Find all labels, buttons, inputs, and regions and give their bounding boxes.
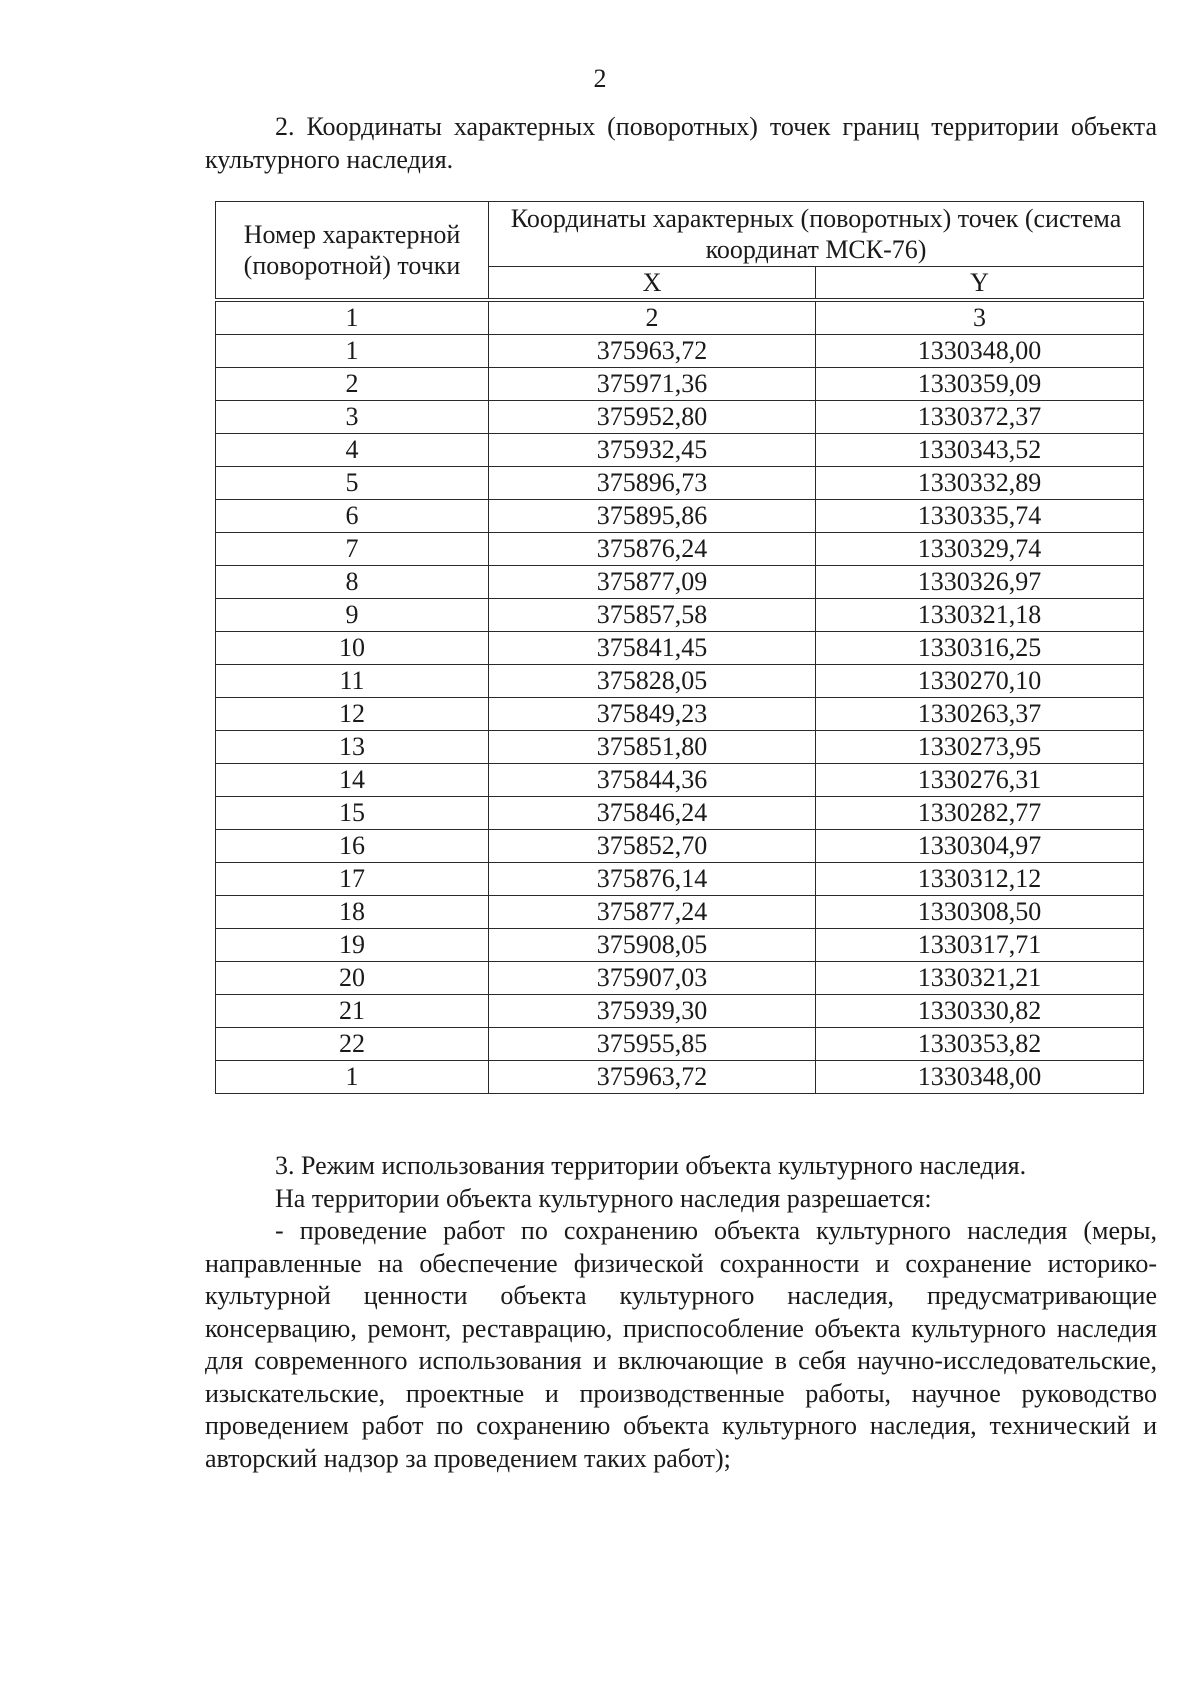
y-coordinate-cell: 1330353,82 bbox=[816, 1028, 1144, 1061]
table-row bbox=[216, 500, 1144, 533]
x-coordinate-cell: 375907,03 bbox=[489, 962, 816, 995]
section-2-heading: 2. Координаты характерных (поворотных) точек границ территории объекта культурного наследия. bbox=[205, 112, 1157, 174]
point-number-cell: 2 bbox=[216, 368, 489, 401]
allowed-intro: На территории объекта культурного наследия разрешается: bbox=[275, 1183, 932, 1213]
point-number-cell: 4 bbox=[216, 434, 489, 467]
y-coordinate-cell: 1330359,09 bbox=[816, 368, 1144, 401]
table-row bbox=[216, 401, 1144, 434]
y-coordinate-cell: 1330321,21 bbox=[816, 962, 1144, 995]
table-row bbox=[216, 566, 1144, 599]
y-coordinate-cell: 1330330,82 bbox=[816, 995, 1144, 1028]
y-coordinate-cell: 1330273,95 bbox=[816, 731, 1144, 764]
allowed-item-1: - проведение работ по сохранению объекта культурного наследия (меры, направленные на обеспечение физической сохранности и сохранение историко-культурной ценности объекта культурного наследия, предусматривающие консервацию, ремонт, реставрацию, приспособление объекта культурного наследия для современного использования и включающие в себя научно-исследовательские, изыскательские, проектные и производственные работы, научное руководство проведением работ по сохранению объекта культурного наследия, технический и авторский надзор за проведением таких работ); bbox=[205, 1216, 1157, 1473]
point-number-cell: 19 bbox=[216, 929, 489, 962]
table-row bbox=[216, 962, 1144, 995]
x-coordinate-cell: 375971,36 bbox=[489, 368, 816, 401]
point-number-cell: 17 bbox=[216, 863, 489, 896]
x-coordinate-cell: 375844,36 bbox=[489, 764, 816, 797]
table-row bbox=[216, 1028, 1144, 1061]
x-coordinate-cell: 375952,80 bbox=[489, 401, 816, 434]
y-coordinate-cell: 1330335,74 bbox=[816, 500, 1144, 533]
table-row bbox=[216, 929, 1144, 962]
point-number-cell: 1 bbox=[216, 1061, 489, 1094]
point-number-cell: 10 bbox=[216, 632, 489, 665]
point-number-cell: 1 bbox=[216, 335, 489, 368]
x-coordinate-cell: 375877,09 bbox=[489, 566, 816, 599]
y-coordinate-cell: 1330316,25 bbox=[816, 632, 1144, 665]
x-coordinate-cell: 375849,23 bbox=[489, 698, 816, 731]
x-coordinate-cell: 375955,85 bbox=[489, 1028, 816, 1061]
point-number-header: Номер характерной (поворотной) точки bbox=[216, 202, 489, 301]
y-coordinate-cell: 1330343,52 bbox=[816, 434, 1144, 467]
table-row bbox=[216, 533, 1144, 566]
x-coordinate-cell: 375932,45 bbox=[489, 434, 816, 467]
y-column-header: Y bbox=[816, 267, 1144, 301]
x-coordinate-cell: 375828,05 bbox=[489, 665, 816, 698]
x-coordinate-cell: 375963,72 bbox=[489, 335, 816, 368]
table-row bbox=[216, 830, 1144, 863]
point-number-cell: 7 bbox=[216, 533, 489, 566]
point-number-cell: 18 bbox=[216, 896, 489, 929]
y-coordinate-cell: 1330263,37 bbox=[816, 698, 1144, 731]
y-coordinate-cell: 1330270,10 bbox=[816, 665, 1144, 698]
point-number-cell: 21 bbox=[216, 995, 489, 1028]
y-coordinate-cell: 1330332,89 bbox=[816, 467, 1144, 500]
table-row bbox=[216, 995, 1144, 1028]
point-number-cell: 12 bbox=[216, 698, 489, 731]
y-coordinate-cell: 1330317,71 bbox=[816, 929, 1144, 962]
coordinates-group-header: Координаты характерных (поворотных) точек (система координат МСК-76) bbox=[489, 202, 1144, 267]
x-coordinate-cell: 375895,86 bbox=[489, 500, 816, 533]
y-coordinate-cell: 1330348,00 bbox=[816, 1061, 1144, 1094]
x-coordinate-cell: 375939,30 bbox=[489, 995, 816, 1028]
table-row bbox=[216, 467, 1144, 500]
column-number: 3 bbox=[816, 300, 1144, 335]
table-row bbox=[216, 434, 1144, 467]
x-column-header: X bbox=[489, 267, 816, 301]
point-number-cell: 3 bbox=[216, 401, 489, 434]
y-coordinate-cell: 1330304,97 bbox=[816, 830, 1144, 863]
x-coordinate-cell: 375857,58 bbox=[489, 599, 816, 632]
point-number-cell: 14 bbox=[216, 764, 489, 797]
y-coordinate-cell: 1330308,50 bbox=[816, 896, 1144, 929]
table-row bbox=[216, 368, 1144, 401]
x-coordinate-cell: 375876,14 bbox=[489, 863, 816, 896]
point-number-cell: 13 bbox=[216, 731, 489, 764]
table-row bbox=[216, 599, 1144, 632]
x-coordinate-cell: 375852,70 bbox=[489, 830, 816, 863]
point-number-cell: 6 bbox=[216, 500, 489, 533]
y-coordinate-cell: 1330276,31 bbox=[816, 764, 1144, 797]
y-coordinate-cell: 1330329,74 bbox=[816, 533, 1144, 566]
y-coordinate-cell: 1330348,00 bbox=[816, 335, 1144, 368]
y-coordinate-cell: 1330312,12 bbox=[816, 863, 1144, 896]
point-number-cell: 9 bbox=[216, 599, 489, 632]
y-coordinate-cell: 1330326,97 bbox=[816, 566, 1144, 599]
y-coordinate-cell: 1330282,77 bbox=[816, 797, 1144, 830]
x-coordinate-cell: 375851,80 bbox=[489, 731, 816, 764]
x-coordinate-cell: 375908,05 bbox=[489, 929, 816, 962]
point-number-cell: 11 bbox=[216, 665, 489, 698]
table-row bbox=[216, 632, 1144, 665]
table-row bbox=[216, 665, 1144, 698]
table-row bbox=[216, 335, 1144, 368]
coordinates-table bbox=[215, 201, 1144, 1094]
page-number: 2 bbox=[593, 64, 607, 93]
table-row bbox=[216, 1061, 1144, 1094]
column-number: 1 bbox=[216, 300, 489, 335]
x-coordinate-cell: 375877,24 bbox=[489, 896, 816, 929]
y-coordinate-cell: 1330321,18 bbox=[816, 599, 1144, 632]
point-number-cell: 16 bbox=[216, 830, 489, 863]
x-coordinate-cell: 375876,24 bbox=[489, 533, 816, 566]
point-number-cell: 8 bbox=[216, 566, 489, 599]
table-row bbox=[216, 764, 1144, 797]
x-coordinate-cell: 375896,73 bbox=[489, 467, 816, 500]
section-3-title: 3. Режим использования территории объекта культурного наследия. bbox=[275, 1151, 1027, 1180]
table-row bbox=[216, 731, 1144, 764]
point-number-cell: 5 bbox=[216, 467, 489, 500]
y-coordinate-cell: 1330372,37 bbox=[816, 401, 1144, 434]
column-numbers-row bbox=[216, 300, 1144, 335]
section-3 bbox=[205, 1150, 1157, 1475]
column-number: 2 bbox=[489, 300, 816, 335]
x-coordinate-cell: 375963,72 bbox=[489, 1061, 816, 1094]
table-row bbox=[216, 797, 1144, 830]
point-number-cell: 20 bbox=[216, 962, 489, 995]
table-row bbox=[216, 896, 1144, 929]
x-coordinate-cell: 375841,45 bbox=[489, 632, 816, 665]
table-row bbox=[216, 698, 1144, 731]
x-coordinate-cell: 375846,24 bbox=[489, 797, 816, 830]
table-row bbox=[216, 863, 1144, 896]
point-number-cell: 22 bbox=[216, 1028, 489, 1061]
point-number-cell: 15 bbox=[216, 797, 489, 830]
